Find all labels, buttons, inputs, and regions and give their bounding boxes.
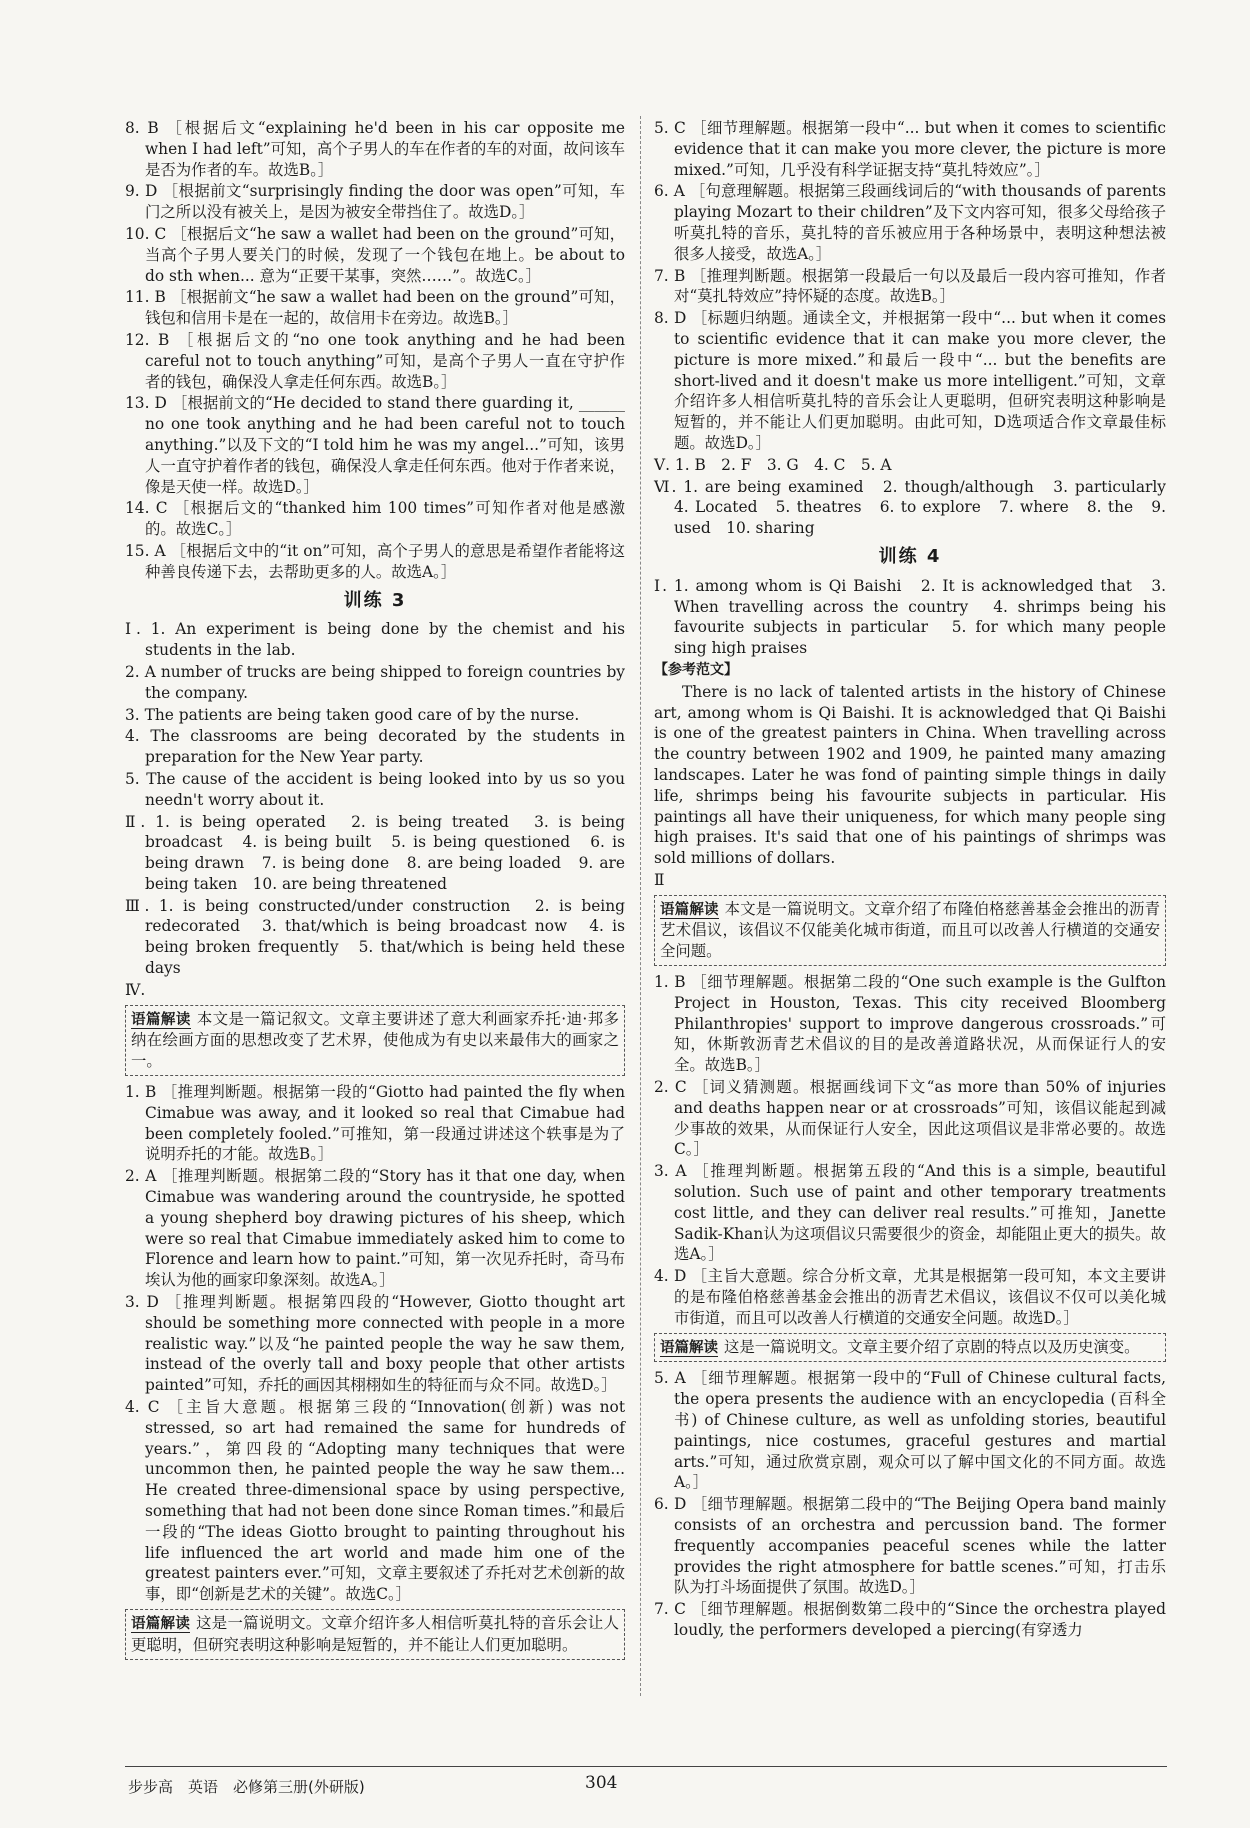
left-column	[125, 118, 625, 1666]
answer-item: 7. C ［细节理解题。根据倒数第二段中的“Since the orchestra played loudly, the performers developed a piercing(有穿透力	[654, 1600, 1166, 1639]
box-tag: 语篇解读	[131, 1615, 191, 1632]
footer-book-title: 步步高 英语 必修第三册(外研版)	[128, 1778, 365, 1796]
answer-item: 15. A ［根据后文中的“it on”可知，高个子男人的意思是希望作者能将这种善良传递下去，去帮助更多的人。故选A。］	[125, 541, 625, 581]
answer-item: 14. C ［根据后文的“thanked him 100 times”可知作者对他是感激的。故选C。］	[125, 499, 625, 539]
box-tag: 语篇解读	[131, 1011, 191, 1028]
answer-item: 2. C ［词义猜测题。根据画线词下文“as more than 50% of injuries and deaths happen near or at crossroads”可知，该倡议能起到减少事故的效果，从而保证行人安全，因此这项倡议是非常必要的。故选C。］	[654, 1078, 1166, 1159]
box-text: 本文是一篇记叙文。文章主要讲述了意大利画家乔托·迪·邦多纳在绘画方面的思想改变了艺术界，使他成为有史以来最伟大的画家之一。	[131, 1009, 619, 1071]
box-text: 这是一篇说明文。文章介绍许多人相信听莫扎特的音乐会让人更聪明，但研究表明这种影响是短暂的，并不能让人们更加聪明。	[131, 1613, 619, 1654]
answer-item: 5. The cause of the accident is being looked into by us so you needn't worry about it.	[125, 769, 625, 809]
part-6-answers: Ⅵ. 1. are being examined 2. though/although 3. particularly 4. Located 5. theatres 6. to explore 7. where 8. the 9. used 10. sharing	[654, 477, 1182, 538]
answer-item: 12. B ［根据后文的“no one took anything and he had been careful not to touch anything”可知，是高个子男人一直在守护作者的钱包，确保没人拿走任何东西。故选B。］	[125, 330, 625, 391]
part-4-label: Ⅳ.	[125, 980, 146, 999]
part-1-answers: Ⅰ. 1. among whom is Qi Baishi 2. It is acknowledged that 3. When travelling across the country 4. shrimps being his favourite subjects in particular 5. for which many people sing high praises	[654, 576, 1166, 658]
model-essay: There is no lack of talented artists in the history of Chinese art, among whom is Qi Baishi. It is acknowledged that Qi Baishi is one of the greatest painters in China. When travelling across the country between 1902 and 1909, he painted many amazing landscapes. Later he was fond of painting simple things in daily life, shrimps being his favourite subjects in particular. His paintings all have their uniqueness, for which many people sing high praises. It's said that one of his paintings of shrimps was sold millions of dollars.	[654, 682, 1166, 868]
part-1-list	[125, 619, 625, 810]
footer-rule	[125, 1766, 1167, 1767]
section-title-3: 训练 3	[343, 589, 407, 611]
box-tag: 语篇解读	[660, 1339, 718, 1356]
part-3-answers: Ⅲ. 1. is being constructed/under construction 2. is being redecorated 3. that/which is being broadcast now 4. is being broken frequently 5. that/which is being held these days	[125, 896, 625, 978]
answer-item: 11. B ［根据前文“he saw a wallet had been on the ground”可知，钱包和信用卡是在一起的，故信用卡在旁边。故选B。］	[125, 288, 625, 328]
box-text: 这是一篇说明文。文章主要介绍了京剧的特点以及历史演变。	[724, 1337, 1140, 1356]
answer-item: 8. D ［标题归纳题。通读全文，并根据第一段中“... but when it comes to scientific evidence that it can make you more clever, the picture is more mixed.”和最后一段中“... but the benefits are short-lived and it doesn't make us more intelligent.”可知，文章介绍许多人相信听莫扎特的音乐会让人更聪明，但研究表明这种影响是短暂的，并不能让人们更加聪明。由此可知，D选项适合作文章最佳标题。故选D。］	[654, 309, 1166, 452]
answer-item: 3. The patients are being taken good care of by the nurse.	[125, 705, 580, 724]
part-5-answers: Ⅴ. 1. B 2. F 3. G 4. C 5. A	[654, 455, 892, 474]
answer-item: 4. D ［主旨大意题。综合分析文章，尤其是根据第一段可知，本文主要讲的是布隆伯格慈善基金会推出的沥青艺术倡议，该倡议不仅可以美化城市街道，而且可以改善人行横道的交通安全问题。故选D。］	[654, 1267, 1166, 1327]
answer-list-d	[654, 972, 1166, 1329]
passage-analysis-box-4	[654, 1333, 1166, 1363]
answer-item: 8. B ［根据后文“explaining he'd been in his car opposite me when I had left”可知，高个子男人的车在作者的车的对面，故问该车是否为作者的车。故选B。］	[125, 119, 625, 179]
answer-item: 9. D ［根据前文“surprisingly finding the door was open”可知，车门之所以没有被关上，是因为被安全带挡住了。故选D。］	[125, 182, 625, 222]
answer-item: 4. The classrooms are being decorated by the students in preparation for the New Year party.	[125, 727, 625, 767]
essay-tag: 【参考范文】	[654, 661, 738, 678]
section-title-4: 训练 4	[878, 545, 942, 567]
answer-item: 13. D ［根据前文的“He decided to stand there guarding it, ______ no one took anything and he had been careful not to touch anything.”以及下文的“I told him he was my angel...”可知，该男人一直守护着作者的钱包，确保没人拿走任何东西。他对于作者来说，像是天使一样。故选D。］	[125, 394, 625, 496]
answer-item: 7. B ［推理判断题。根据第一段最后一句以及最后一段内容可推知，作者对“莫扎特效应”持怀疑的态度。故选B。］	[654, 266, 1166, 306]
box-text: 本文是一篇说明文。文章介绍了布隆伯格慈善基金会推出的沥青艺术倡议，该倡议不仅能美化城市街道，而且可以改善人行横道的交通安全问题。	[660, 899, 1160, 961]
answer-item: 3. D ［推理判断题。根据第四段的“However, Giotto thought art should be something more connected with people in a more realistic way.”以及“he painted people the way he saw them, instead of the overly tall and boxy people that other artists painted”可知，乔托的画因其栩栩如生的特征而与众不同。故选D。］	[125, 1293, 625, 1395]
answer-item: 5. A ［细节理解题。根据第一段中的“Full of Chinese cultural facts, the opera presents the audience with an encyclopedia (百科全书) of Chinese culture, as well as unfolding stories, beautiful paintings, nice costumes, graceful gestures and martial arts.”可知，通过欣赏京剧，观众可以了解中国文化的不同方面。故选A。］	[654, 1369, 1166, 1492]
part-2-label: Ⅱ	[654, 870, 665, 889]
answer-list-b	[125, 1082, 625, 1605]
answer-item: 1. B ［推理判断题。根据第一段的“Giotto had painted the fly when Cimabue was away, and it looked so real that Cimabue had been completely fooled.”可推知，第一段通过讲述这个轶事是为了说明乔托的才能。故选B。］	[125, 1083, 625, 1164]
answer-item: 6. D ［细节理解题。根据第二段中的“The Beijing Opera band mainly consists of an orchestra and percussion band. The former frequently accompanies peaceful scenes while the latter provides the right atmosphere for battle scenes.”可知，打击乐队为打斗场面提供了氛围。故选D。］	[654, 1495, 1166, 1597]
passage-analysis-box-3	[654, 895, 1166, 966]
part-2-answers: Ⅱ. 1. is being operated 2. is being treated 3. is being broadcast 4. is being built 5. is being questioned 6. is being drawn 7. is being done 8. are being loaded 9. are being taken 10. are being threatened	[125, 812, 625, 893]
column-divider	[640, 116, 641, 1696]
answer-item: 2. A number of trucks are being shipped to foreign countries by the company.	[125, 662, 625, 702]
passage-analysis-box-2	[125, 1609, 625, 1660]
page-number: 304	[585, 1773, 618, 1793]
answer-item: 3. A ［推理判断题。根据第五段的“And this is a simple, beautiful solution. Such use of paint and other temporary treatments cost little, and they can deliver real results.”可推知，Janette Sadik-Khan认为这项倡议只需要很少的资金，却能阻止更大的损失。故选A。］	[654, 1162, 1166, 1264]
answer-item: 5. C ［细节理解题。根据第一段中“... but when it comes to scientific evidence that it can make you more clever, the picture is more mixed.”可知，几乎没有科学证据支持“莫扎特效应”。］	[654, 119, 1166, 179]
answer-item: 6. A ［句意理解题。根据第三段画线词后的“with thousands of parents playing Mozart to their children”及下文内容可知，很多父母给孩子听莫扎特的音乐，莫扎特的音乐被应用于各种场景中，表明这种想法被很多人接受，故选A。］	[654, 182, 1166, 263]
answer-item: Ⅰ. 1. An experiment is being done by the chemist and his students in the lab.	[125, 620, 625, 660]
answer-list-a	[125, 118, 625, 583]
answer-list-e	[654, 1368, 1166, 1640]
answer-item: 10. C ［根据后文“he saw a wallet had been on the ground”可知，当高个子男人要关门的时候，发现了一个钱包在地上。be about to do sth when... 意为“正要干某事，突然……”。故选C。］	[125, 224, 625, 285]
answer-item: 1. B ［细节理解题。根据第二段的“One such example is the Gulfton Project in Houston, Texas. This city received Bloomberg Philanthropies' support to improve dangerous crossroads.”可知，休斯敦沥青艺术倡议的目的是改善道路状况，从而保证行人的安全。故选B。］	[654, 973, 1166, 1075]
answer-item: 4. C ［主旨大意题。根据第三段的“Innovation(创新) was not stressed, so art had remained the same for hundreds of years.”，第四段的“Adopting many techniques that were uncommon then, he painted people the way he saw them... He created three-dimensional space by using perspective, something that had not been done since Roman times.”和最后一段的“The ideas Giotto brought to painting throughout his life influenced the art world and made him one of the greatest painters ever.”可知，文章主要叙述了乔托对艺术创新的故事，即“创新是艺术的关键”。故选C。］	[125, 1398, 625, 1604]
answer-item: 2. A ［推理判断题。根据第二段的“Story has it that one day, when Cimabue was wandering around the countryside, he spotted a young shepherd boy drawing pictures of his sheep, which were so real that Cimabue immediately asked him to come to Florence and learn how to paint.”可知，第一次见乔托时，奇马布埃认为他的画家印象深刻。故选A。］	[125, 1167, 625, 1290]
passage-analysis-box	[125, 1005, 625, 1076]
box-tag: 语篇解读	[660, 901, 719, 918]
right-column	[654, 118, 1182, 1642]
answer-list-c	[654, 118, 1166, 454]
